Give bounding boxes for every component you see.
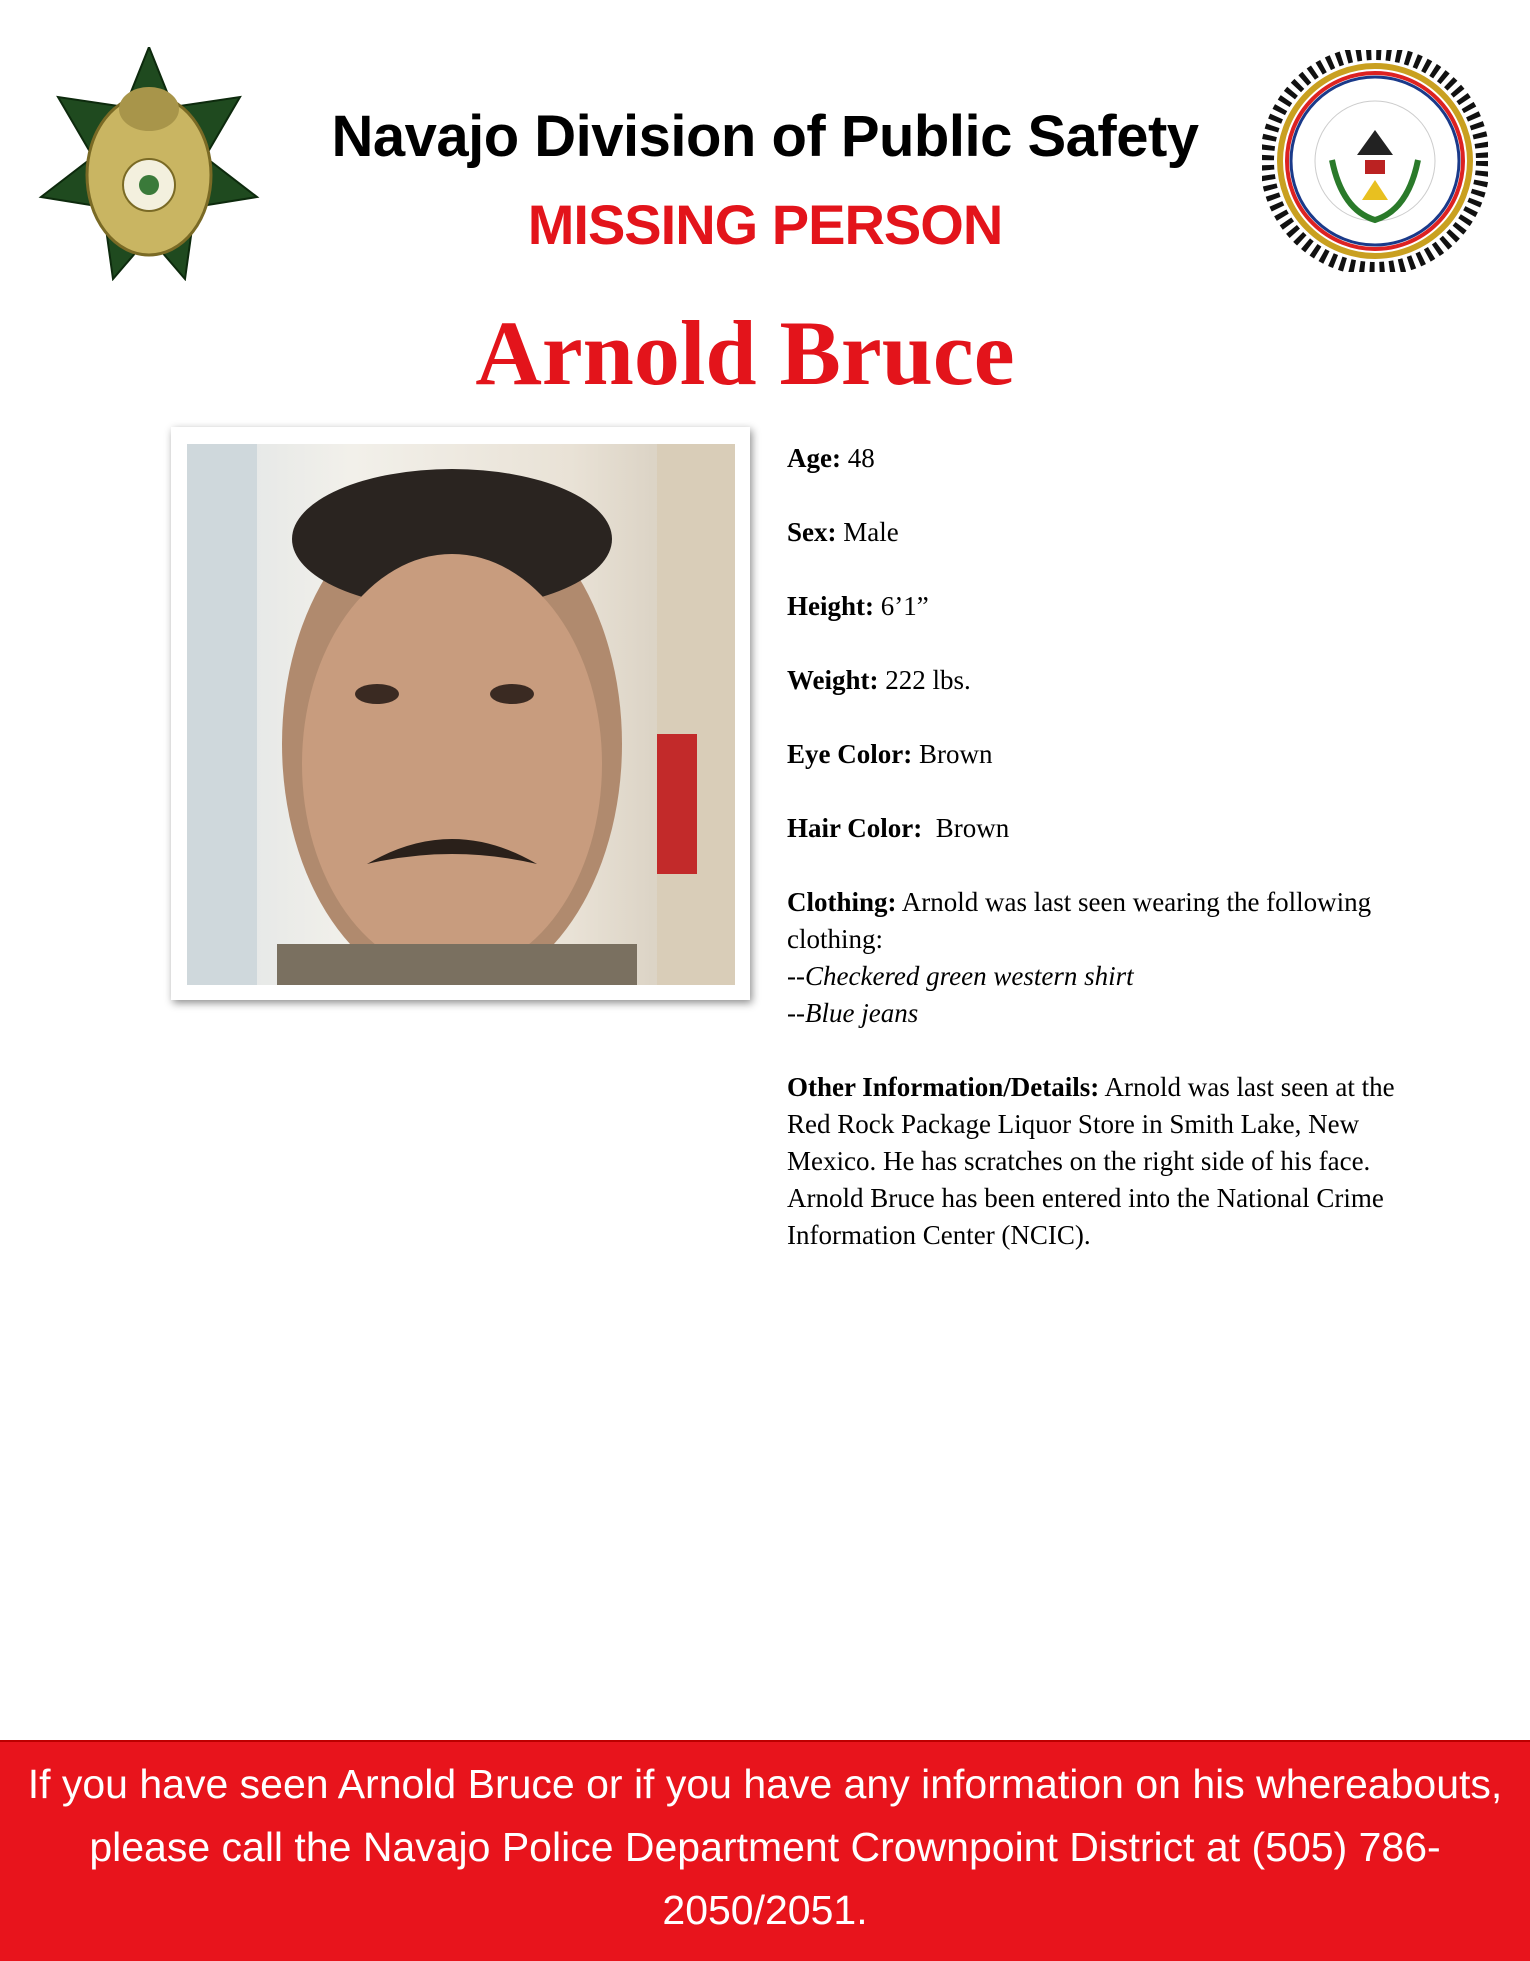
field-other-information bbox=[787, 1069, 1407, 1254]
field-value: Brown bbox=[912, 739, 993, 769]
navajo-police-badge-logo bbox=[35, 47, 263, 281]
person-details bbox=[787, 440, 1407, 1291]
field-value: 222 lbs. bbox=[878, 665, 971, 695]
contact-banner bbox=[0, 1740, 1530, 1961]
missing-person-name: Arnold Bruce bbox=[475, 302, 1015, 404]
field-label: Eye Color: bbox=[787, 739, 913, 769]
clothing-item: --Checkered green western shirt bbox=[787, 961, 1134, 991]
field-value: 48 bbox=[840, 443, 875, 473]
field-value: Arnold was last seen wearing the following clothing: bbox=[787, 887, 1372, 954]
field-height bbox=[787, 588, 1407, 625]
field-label: Sex: bbox=[787, 517, 837, 547]
missing-person-photo bbox=[187, 444, 735, 985]
field-eye-color bbox=[787, 736, 1407, 773]
navajo-nation-seal-logo bbox=[1262, 50, 1488, 272]
contact-instructions: If you have seen Arnold Bruce or if you have any information on his whereabouts, please call the Navajo Police Department Crownpoint District at (505) 786-2050/2051. bbox=[27, 1761, 1503, 1933]
field-hair-color bbox=[787, 810, 1407, 847]
field-label: Clothing: bbox=[787, 887, 897, 917]
field-label: Weight: bbox=[787, 665, 879, 695]
clothing-item: --Blue jeans bbox=[787, 998, 919, 1028]
field-value: Male bbox=[836, 517, 899, 547]
field-label: Hair Color: bbox=[787, 813, 923, 843]
field-sex bbox=[787, 514, 1407, 551]
field-label: Height: bbox=[787, 591, 874, 621]
field-weight bbox=[787, 662, 1407, 699]
agency-title: Navajo Division of Public Safety bbox=[331, 104, 1199, 169]
missing-person-heading: MISSING PERSON bbox=[527, 193, 1003, 256]
field-value: Brown bbox=[922, 813, 1010, 843]
field-value: Arnold was last seen at the Red Rock Package Liquor Store in Smith Lake, New Mexico. He has scratches on the right side of his face. Arnold Bruce has been entered into the National Crime Information Center (NCIC). bbox=[787, 1072, 1395, 1250]
field-clothing bbox=[787, 884, 1407, 1032]
field-value: 6’1” bbox=[874, 591, 929, 621]
field-label: Age: bbox=[787, 443, 841, 473]
field-age bbox=[787, 440, 1407, 477]
field-label: Other Information/Details: bbox=[787, 1072, 1100, 1102]
missing-person-photo-frame bbox=[171, 427, 750, 1000]
